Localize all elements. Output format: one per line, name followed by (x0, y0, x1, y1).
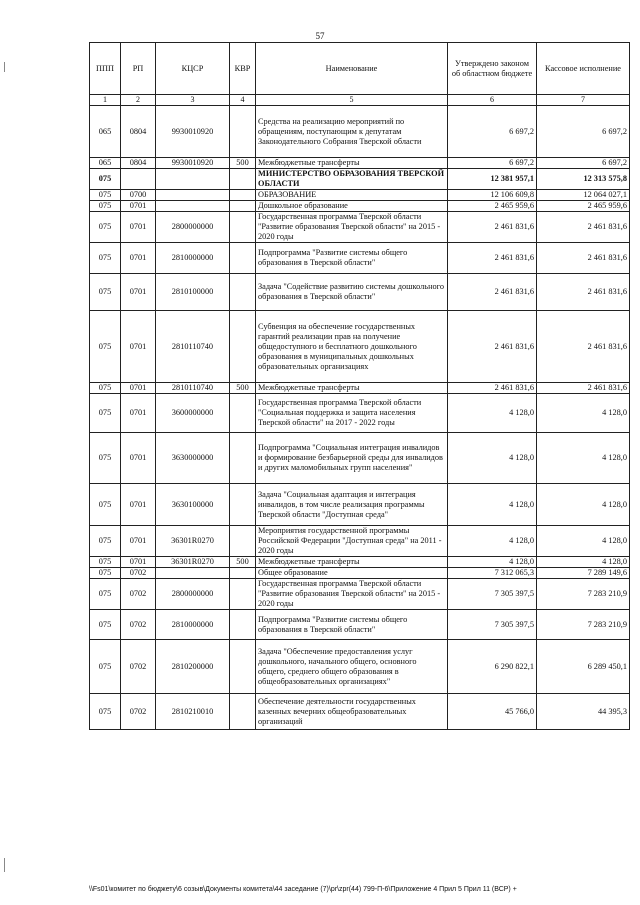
cell-ppp: 065 (90, 106, 121, 158)
table-row (90, 243, 630, 274)
cell-kcsr: 2800000000 (156, 212, 230, 243)
cell-kcsr: 2810100000 (156, 274, 230, 311)
cell-kvr (230, 526, 256, 557)
cell-ppp: 075 (90, 640, 121, 694)
cell-approved: 7 305 397,5 (448, 610, 537, 640)
cell-executed: 6 697,2 (537, 158, 630, 169)
table-row (90, 201, 630, 212)
cell-ppp: 075 (90, 394, 121, 433)
column-number: 4 (230, 95, 256, 106)
cell-rp: 0701 (121, 243, 156, 274)
cell-rp: 0701 (121, 212, 156, 243)
table-row (90, 433, 630, 484)
cell-ppp: 065 (90, 158, 121, 169)
cell-ppp: 075 (90, 201, 121, 212)
cell-ppp: 075 (90, 694, 121, 730)
cell-name: Мероприятия государственной программы Российской Федерации "Доступная среда" на 2011 - 2020 годы (256, 526, 448, 557)
header-name: Наименование (256, 43, 448, 95)
cell-ppp: 075 (90, 169, 121, 190)
cell-ppp: 075 (90, 190, 121, 201)
table-row (90, 640, 630, 694)
table-row (90, 394, 630, 433)
cell-name: Общее образование (256, 568, 448, 579)
cell-executed: 2 461 831,6 (537, 243, 630, 274)
cell-executed: 4 128,0 (537, 484, 630, 526)
cell-approved: 2 461 831,6 (448, 383, 537, 394)
cell-name: Дошкольное образование (256, 201, 448, 212)
cell-approved: 2 461 831,6 (448, 212, 537, 243)
cell-approved: 4 128,0 (448, 394, 537, 433)
page-edge-mark (4, 858, 5, 872)
cell-rp: 0701 (121, 274, 156, 311)
budget-table (89, 42, 630, 730)
cell-ppp: 075 (90, 526, 121, 557)
cell-rp: 0702 (121, 568, 156, 579)
cell-name: Подпрограмма "Развитие системы общего образования в Тверской области" (256, 243, 448, 274)
cell-kcsr: 36301R0270 (156, 557, 230, 568)
cell-ppp: 075 (90, 484, 121, 526)
cell-name: Подпрограмма "Социальная интеграция инвалидов и формирование безбарьерной среды для инвалидов и других маломобильных групп населения" (256, 433, 448, 484)
table-row (90, 694, 630, 730)
cell-rp: 0701 (121, 484, 156, 526)
cell-executed: 7 283 210,9 (537, 579, 630, 610)
cell-kcsr: 9930010920 (156, 158, 230, 169)
cell-name: Государственная программа Тверской области "Развитие образования Тверской области" на 2015 - 2020 годы (256, 579, 448, 610)
cell-approved: 6 697,2 (448, 158, 537, 169)
cell-executed: 4 128,0 (537, 433, 630, 484)
cell-kcsr: 2810210010 (156, 694, 230, 730)
cell-kvr (230, 201, 256, 212)
cell-rp: 0701 (121, 394, 156, 433)
cell-approved: 4 128,0 (448, 557, 537, 568)
cell-kcsr: 2810110740 (156, 383, 230, 394)
cell-kcsr (156, 169, 230, 190)
cell-kvr (230, 640, 256, 694)
cell-kcsr: 2810110740 (156, 311, 230, 383)
cell-rp: 0701 (121, 433, 156, 484)
cell-kvr (230, 169, 256, 190)
cell-kvr (230, 190, 256, 201)
table-row (90, 190, 630, 201)
cell-rp: 0702 (121, 694, 156, 730)
cell-executed: 2 465 959,6 (537, 201, 630, 212)
cell-approved: 2 465 959,6 (448, 201, 537, 212)
cell-ppp: 075 (90, 311, 121, 383)
table-row (90, 557, 630, 568)
cell-kcsr (156, 201, 230, 212)
table-row (90, 311, 630, 383)
cell-executed: 12 313 575,8 (537, 169, 630, 190)
cell-name: Государственная программа Тверской области "Развитие образования Тверской области" на 2015 - 2020 годы (256, 212, 448, 243)
cell-kcsr: 3630000000 (156, 433, 230, 484)
cell-name: ОБРАЗОВАНИЕ (256, 190, 448, 201)
table-row (90, 274, 630, 311)
table-row (90, 169, 630, 190)
cell-approved: 7 305 397,5 (448, 579, 537, 610)
cell-ppp: 075 (90, 579, 121, 610)
cell-kvr (230, 394, 256, 433)
cell-kcsr: 2810000000 (156, 610, 230, 640)
header-executed: Кассовое исполнение (537, 43, 630, 95)
header-rp: РП (121, 43, 156, 95)
cell-approved: 12 106 609,8 (448, 190, 537, 201)
cell-name: Обеспечение деятельности государственных казенных вечерних общеобразовательных организаций (256, 694, 448, 730)
header-kvr: КВР (230, 43, 256, 95)
cell-kcsr: 9930010920 (156, 106, 230, 158)
column-number: 2 (121, 95, 156, 106)
cell-kcsr: 36301R0270 (156, 526, 230, 557)
cell-kvr (230, 212, 256, 243)
cell-ppp: 075 (90, 212, 121, 243)
cell-kvr (230, 484, 256, 526)
column-number: 3 (156, 95, 230, 106)
page-number: 57 (315, 31, 325, 41)
cell-kvr: 500 (230, 383, 256, 394)
cell-name: Задача "Социальная адаптация и интеграция инвалидов, в том числе реализация программы Тверской области "Доступная среда" (256, 484, 448, 526)
cell-rp: 0700 (121, 190, 156, 201)
table-row (90, 106, 630, 158)
cell-kvr (230, 579, 256, 610)
cell-rp: 0804 (121, 158, 156, 169)
cell-approved: 2 461 831,6 (448, 274, 537, 311)
cell-name: Межбюджетные трансферты (256, 383, 448, 394)
cell-kcsr (156, 568, 230, 579)
cell-executed: 7 283 210,9 (537, 610, 630, 640)
cell-ppp: 075 (90, 557, 121, 568)
cell-name: МИНИСТЕРСТВО ОБРАЗОВАНИЯ ТВЕРСКОЙ ОБЛАСТИ (256, 169, 448, 190)
cell-name: Субвенция на обеспечение государственных гарантий реализации прав на получение общедоступного и бесплатного дошкольного образования в муниципальных дошкольных образовательных организациях (256, 311, 448, 383)
cell-approved: 4 128,0 (448, 484, 537, 526)
cell-name: Задача "Содействие развитию системы дошкольного образования в Тверской области" (256, 274, 448, 311)
cell-kvr (230, 274, 256, 311)
cell-executed: 2 461 831,6 (537, 212, 630, 243)
cell-kcsr: 3630100000 (156, 484, 230, 526)
cell-kcsr: 2800000000 (156, 579, 230, 610)
table-row (90, 158, 630, 169)
cell-executed: 2 461 831,6 (537, 383, 630, 394)
cell-ppp: 075 (90, 383, 121, 394)
table-row (90, 383, 630, 394)
cell-executed: 6 289 450,1 (537, 640, 630, 694)
table-row (90, 212, 630, 243)
cell-executed: 4 128,0 (537, 557, 630, 568)
cell-kvr (230, 311, 256, 383)
cell-kvr (230, 568, 256, 579)
column-number: 6 (448, 95, 537, 106)
column-number: 1 (90, 95, 121, 106)
cell-ppp: 075 (90, 243, 121, 274)
table-row (90, 484, 630, 526)
table-row (90, 579, 630, 610)
cell-rp (121, 169, 156, 190)
cell-name: Межбюджетные трансферты (256, 557, 448, 568)
table-row (90, 610, 630, 640)
cell-ppp: 075 (90, 433, 121, 484)
page-edge-mark (4, 62, 5, 72)
cell-executed: 7 289 149,6 (537, 568, 630, 579)
cell-rp: 0804 (121, 106, 156, 158)
cell-executed: 2 461 831,6 (537, 274, 630, 311)
cell-ppp: 075 (90, 568, 121, 579)
cell-approved: 6 697,2 (448, 106, 537, 158)
cell-rp: 0702 (121, 610, 156, 640)
cell-kcsr: 2810200000 (156, 640, 230, 694)
column-number-row (90, 95, 630, 106)
cell-executed: 4 128,0 (537, 394, 630, 433)
cell-rp: 0701 (121, 383, 156, 394)
cell-name: Подпрограмма "Развитие системы общего образования в Тверской области" (256, 610, 448, 640)
cell-kvr: 500 (230, 158, 256, 169)
cell-executed: 12 064 027,1 (537, 190, 630, 201)
cell-rp: 0701 (121, 201, 156, 212)
cell-name: Государственная программа Тверской области "Социальная поддержка и защита населения Тверской области" на 2017 - 2022 годы (256, 394, 448, 433)
cell-rp: 0701 (121, 557, 156, 568)
cell-approved: 12 381 957,1 (448, 169, 537, 190)
header-approved: Утверждено законом об областном бюджете (448, 43, 537, 95)
cell-executed: 6 697,2 (537, 106, 630, 158)
cell-kvr (230, 433, 256, 484)
column-number: 5 (256, 95, 448, 106)
cell-rp: 0701 (121, 311, 156, 383)
cell-kvr (230, 610, 256, 640)
cell-ppp: 075 (90, 610, 121, 640)
cell-approved: 4 128,0 (448, 526, 537, 557)
table-row (90, 526, 630, 557)
cell-kvr (230, 243, 256, 274)
cell-rp: 0702 (121, 640, 156, 694)
cell-name: Задача "Обеспечение предоставления услуг дошкольного, начального общего, основного общего, среднего общего образования в общеобразовательных организациях" (256, 640, 448, 694)
table-row (90, 568, 630, 579)
header-ppp: ППП (90, 43, 121, 95)
cell-name: Средства на реализацию мероприятий по обращениям, поступающим к депутатам Законодательного Собрания Тверской области (256, 106, 448, 158)
header-row (90, 43, 630, 95)
cell-approved: 2 461 831,6 (448, 311, 537, 383)
cell-kvr: 500 (230, 557, 256, 568)
cell-kvr (230, 106, 256, 158)
cell-approved: 2 461 831,6 (448, 243, 537, 274)
cell-executed: 44 395,3 (537, 694, 630, 730)
cell-kvr (230, 694, 256, 730)
cell-kcsr: 3600000000 (156, 394, 230, 433)
cell-approved: 4 128,0 (448, 433, 537, 484)
cell-rp: 0702 (121, 579, 156, 610)
cell-approved: 7 312 065,3 (448, 568, 537, 579)
cell-ppp: 075 (90, 274, 121, 311)
cell-approved: 6 290 822,1 (448, 640, 537, 694)
cell-executed: 2 461 831,6 (537, 311, 630, 383)
cell-name: Межбюджетные трансферты (256, 158, 448, 169)
cell-approved: 45 766,0 (448, 694, 537, 730)
column-number: 7 (537, 95, 630, 106)
cell-executed: 4 128,0 (537, 526, 630, 557)
cell-kcsr: 2810000000 (156, 243, 230, 274)
footer-file-path: \\Fs01\комитет по бюджету\6 созыв\Документы комитета\44 заседание (7)\pr\zpr(44) 799-П-6\Приложение 4 Прил 5 Прил 11 (ВСР) + (89, 886, 517, 893)
cell-rp: 0701 (121, 526, 156, 557)
cell-kcsr (156, 190, 230, 201)
header-kcsr: КЦСР (156, 43, 230, 95)
